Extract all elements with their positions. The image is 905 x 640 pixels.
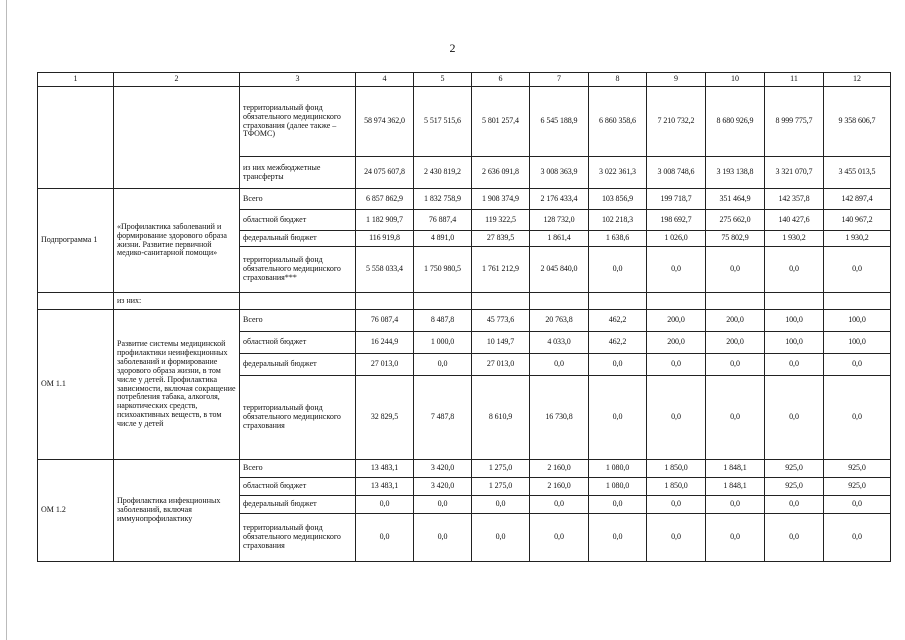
table-row xyxy=(38,460,891,478)
empty-cell xyxy=(647,293,706,310)
value-cell: 925,0 xyxy=(765,478,824,496)
value-cell: 140 967,2 xyxy=(824,210,891,231)
value-cell: 100,0 xyxy=(765,310,824,332)
value-cell: 1 182 909,7 xyxy=(356,210,414,231)
row-label: Всего xyxy=(240,460,356,478)
value-cell: 75 802,9 xyxy=(706,231,765,247)
value-cell: 0,0 xyxy=(824,514,891,562)
value-cell: 5 517 515,6 xyxy=(414,87,472,157)
table-row xyxy=(38,189,891,210)
empty-cell xyxy=(589,293,647,310)
value-cell: 1 080,0 xyxy=(589,460,647,478)
program-name: «Профилактика заболеваний и формирование здорового образа жизни. Развитие первичной медико-санитарной помощи» xyxy=(114,189,240,293)
value-cell: 0,0 xyxy=(647,496,706,514)
value-cell: 16 730,8 xyxy=(530,376,589,460)
budget-table xyxy=(37,72,891,562)
value-cell: 6 860 358,6 xyxy=(589,87,647,157)
value-cell: 3 420,0 xyxy=(414,460,472,478)
row-label: Всего xyxy=(240,189,356,210)
value-cell: 100,0 xyxy=(824,332,891,354)
value-cell: 0,0 xyxy=(356,514,414,562)
row-label: территориальный фонд обязательного медицинского страхования (далее также – ТФОМС) xyxy=(240,87,356,157)
value-cell: 198 692,7 xyxy=(647,210,706,231)
page-number: 2 xyxy=(449,41,456,55)
value-cell: 199 718,7 xyxy=(647,189,706,210)
value-cell: 2 160,0 xyxy=(530,460,589,478)
value-cell: 2 176 433,4 xyxy=(530,189,589,210)
value-cell: 351 464,9 xyxy=(706,189,765,210)
value-cell: 0,0 xyxy=(589,376,647,460)
value-cell: 0,0 xyxy=(589,496,647,514)
value-cell: 5 801 257,4 xyxy=(472,87,530,157)
value-cell: 0,0 xyxy=(589,514,647,562)
value-cell: 0,0 xyxy=(765,247,824,293)
value-cell: 0,0 xyxy=(706,514,765,562)
row-label: федеральный бюджет xyxy=(240,496,356,514)
column-header: 11 xyxy=(765,73,824,87)
table-body xyxy=(38,73,891,562)
value-cell: 7 210 732,2 xyxy=(647,87,706,157)
value-cell: 200,0 xyxy=(647,332,706,354)
value-cell: 27 839,5 xyxy=(472,231,530,247)
value-cell: 142 897,4 xyxy=(824,189,891,210)
value-cell: 1 848,1 xyxy=(706,478,765,496)
column-header: 7 xyxy=(530,73,589,87)
column-header: 5 xyxy=(414,73,472,87)
value-cell: 1 908 374,9 xyxy=(472,189,530,210)
value-cell: 45 773,6 xyxy=(472,310,530,332)
value-cell: 8 610,9 xyxy=(472,376,530,460)
value-cell: 9 358 606,7 xyxy=(824,87,891,157)
value-cell: 1 930,2 xyxy=(824,231,891,247)
empty-cell xyxy=(472,293,530,310)
value-cell: 3 022 361,3 xyxy=(589,157,647,189)
column-header: 4 xyxy=(356,73,414,87)
value-cell: 3 321 070,7 xyxy=(765,157,824,189)
value-cell: 116 919,8 xyxy=(356,231,414,247)
empty-cell xyxy=(240,293,356,310)
value-cell: 0,0 xyxy=(824,376,891,460)
value-cell: 1 750 980,5 xyxy=(414,247,472,293)
value-cell: 6 857 862,9 xyxy=(356,189,414,210)
value-cell: 10 149,7 xyxy=(472,332,530,354)
row-name: из них: xyxy=(114,293,240,310)
value-cell: 0,0 xyxy=(647,247,706,293)
value-cell: 0,0 xyxy=(414,496,472,514)
value-cell: 0,0 xyxy=(706,496,765,514)
row-code xyxy=(38,293,114,310)
row-label: федеральный бюджет xyxy=(240,231,356,247)
value-cell: 0,0 xyxy=(647,354,706,376)
row-label: территориальный фонд обязательного медицинского страхования*** xyxy=(240,247,356,293)
value-cell: 8 999 775,7 xyxy=(765,87,824,157)
row-label: федеральный бюджет xyxy=(240,354,356,376)
value-cell: 8 680 926,9 xyxy=(706,87,765,157)
value-cell: 128 732,0 xyxy=(530,210,589,231)
value-cell: 0,0 xyxy=(765,514,824,562)
value-cell: 13 483,1 xyxy=(356,460,414,478)
value-cell: 200,0 xyxy=(647,310,706,332)
program-name: Профилактика инфекционных заболеваний, включая иммунопрофилактику xyxy=(114,460,240,562)
value-cell: 3 193 138,8 xyxy=(706,157,765,189)
value-cell: 8 487,8 xyxy=(414,310,472,332)
value-cell: 20 763,8 xyxy=(530,310,589,332)
empty-cell-name xyxy=(114,87,240,189)
value-cell: 1 080,0 xyxy=(589,478,647,496)
value-cell: 4 033,0 xyxy=(530,332,589,354)
value-cell: 0,0 xyxy=(824,247,891,293)
value-cell: 1 275,0 xyxy=(472,478,530,496)
value-cell: 0,0 xyxy=(472,514,530,562)
value-cell: 0,0 xyxy=(530,514,589,562)
column-header: 2 xyxy=(114,73,240,87)
value-cell: 0,0 xyxy=(414,514,472,562)
value-cell: 4 891,0 xyxy=(414,231,472,247)
column-header: 12 xyxy=(824,73,891,87)
value-cell: 16 244,9 xyxy=(356,332,414,354)
value-cell: 0,0 xyxy=(706,247,765,293)
value-cell: 27 013,0 xyxy=(472,354,530,376)
value-cell: 7 487,8 xyxy=(414,376,472,460)
value-cell: 76 087,4 xyxy=(356,310,414,332)
value-cell: 76 887,4 xyxy=(414,210,472,231)
empty-cell xyxy=(530,293,589,310)
value-cell: 1 850,0 xyxy=(647,478,706,496)
value-cell: 1 275,0 xyxy=(472,460,530,478)
value-cell: 1 850,0 xyxy=(647,460,706,478)
value-cell: 32 829,5 xyxy=(356,376,414,460)
program-code: ОМ 1.1 xyxy=(38,310,114,460)
value-cell: 58 974 362,0 xyxy=(356,87,414,157)
value-cell: 0,0 xyxy=(647,376,706,460)
row-label: из них межбюджетные трансферты xyxy=(240,157,356,189)
value-cell: 462,2 xyxy=(589,310,647,332)
value-cell: 0,0 xyxy=(824,496,891,514)
value-cell: 0,0 xyxy=(530,354,589,376)
column-header: 1 xyxy=(38,73,114,87)
value-cell: 0,0 xyxy=(706,376,765,460)
row-label: областной бюджет xyxy=(240,210,356,231)
empty-cell xyxy=(356,293,414,310)
value-cell: 6 545 188,9 xyxy=(530,87,589,157)
value-cell: 27 013,0 xyxy=(356,354,414,376)
value-cell: 0,0 xyxy=(356,496,414,514)
value-cell: 200,0 xyxy=(706,310,765,332)
value-cell: 925,0 xyxy=(824,460,891,478)
empty-cell xyxy=(824,293,891,310)
value-cell: 0,0 xyxy=(530,496,589,514)
value-cell: 0,0 xyxy=(765,376,824,460)
value-cell: 0,0 xyxy=(824,354,891,376)
value-cell: 142 357,8 xyxy=(765,189,824,210)
column-header: 6 xyxy=(472,73,530,87)
value-cell: 102 218,3 xyxy=(589,210,647,231)
value-cell: 1 026,0 xyxy=(647,231,706,247)
value-cell: 1 930,2 xyxy=(765,231,824,247)
value-cell: 1 638,6 xyxy=(589,231,647,247)
row-label: Всего xyxy=(240,310,356,332)
value-cell: 462,2 xyxy=(589,332,647,354)
value-cell: 119 322,5 xyxy=(472,210,530,231)
value-cell: 100,0 xyxy=(765,332,824,354)
value-cell: 100,0 xyxy=(824,310,891,332)
value-cell: 2 636 091,8 xyxy=(472,157,530,189)
value-cell: 0,0 xyxy=(765,496,824,514)
program-code: Подпрограмма 1 xyxy=(38,189,114,293)
table-row xyxy=(38,293,891,310)
value-cell: 3 008 363,9 xyxy=(530,157,589,189)
program-name: Развитие системы медицинской профилактики неинфекционных заболеваний и формирование здорового образа жизни, в том числе у детей. Профилактика зависимости, включая сокращение потребления табака, алкоголя, наркотических средств, психоактивных веществ, в том числе у детей xyxy=(114,310,240,460)
column-header: 10 xyxy=(706,73,765,87)
row-label: областной бюджет xyxy=(240,478,356,496)
value-cell: 1 761 212,9 xyxy=(472,247,530,293)
row-label: территориальный фонд обязательного медицинского страхования xyxy=(240,514,356,562)
value-cell: 200,0 xyxy=(706,332,765,354)
table-row xyxy=(38,310,891,332)
value-cell: 1 000,0 xyxy=(414,332,472,354)
empty-cell xyxy=(706,293,765,310)
value-cell: 0,0 xyxy=(589,247,647,293)
page-edge-line xyxy=(6,0,7,640)
program-code: ОМ 1.2 xyxy=(38,460,114,562)
value-cell: 0,0 xyxy=(414,354,472,376)
value-cell: 925,0 xyxy=(765,460,824,478)
empty-cell xyxy=(414,293,472,310)
row-label: областной бюджет xyxy=(240,332,356,354)
value-cell: 0,0 xyxy=(472,496,530,514)
value-cell: 0,0 xyxy=(765,354,824,376)
column-header: 8 xyxy=(589,73,647,87)
value-cell: 24 075 607,8 xyxy=(356,157,414,189)
empty-cell xyxy=(765,293,824,310)
column-header: 3 xyxy=(240,73,356,87)
value-cell: 0,0 xyxy=(706,354,765,376)
value-cell: 2 430 819,2 xyxy=(414,157,472,189)
column-header: 9 xyxy=(647,73,706,87)
value-cell: 3 008 748,6 xyxy=(647,157,706,189)
value-cell: 1 861,4 xyxy=(530,231,589,247)
value-cell: 3 420,0 xyxy=(414,478,472,496)
value-cell: 2 160,0 xyxy=(530,478,589,496)
row-label: территориальный фонд обязательного медицинского страхования xyxy=(240,376,356,460)
value-cell: 0,0 xyxy=(647,514,706,562)
value-cell: 275 662,0 xyxy=(706,210,765,231)
value-cell: 0,0 xyxy=(589,354,647,376)
header-row xyxy=(38,73,891,87)
value-cell: 5 558 033,4 xyxy=(356,247,414,293)
value-cell: 2 045 840,0 xyxy=(530,247,589,293)
table-row xyxy=(38,87,891,157)
value-cell: 925,0 xyxy=(824,478,891,496)
empty-cell-code xyxy=(38,87,114,189)
value-cell: 13 483,1 xyxy=(356,478,414,496)
value-cell: 103 856,9 xyxy=(589,189,647,210)
value-cell: 3 455 013,5 xyxy=(824,157,891,189)
value-cell: 140 427,6 xyxy=(765,210,824,231)
value-cell: 1 848,1 xyxy=(706,460,765,478)
value-cell: 1 832 758,9 xyxy=(414,189,472,210)
